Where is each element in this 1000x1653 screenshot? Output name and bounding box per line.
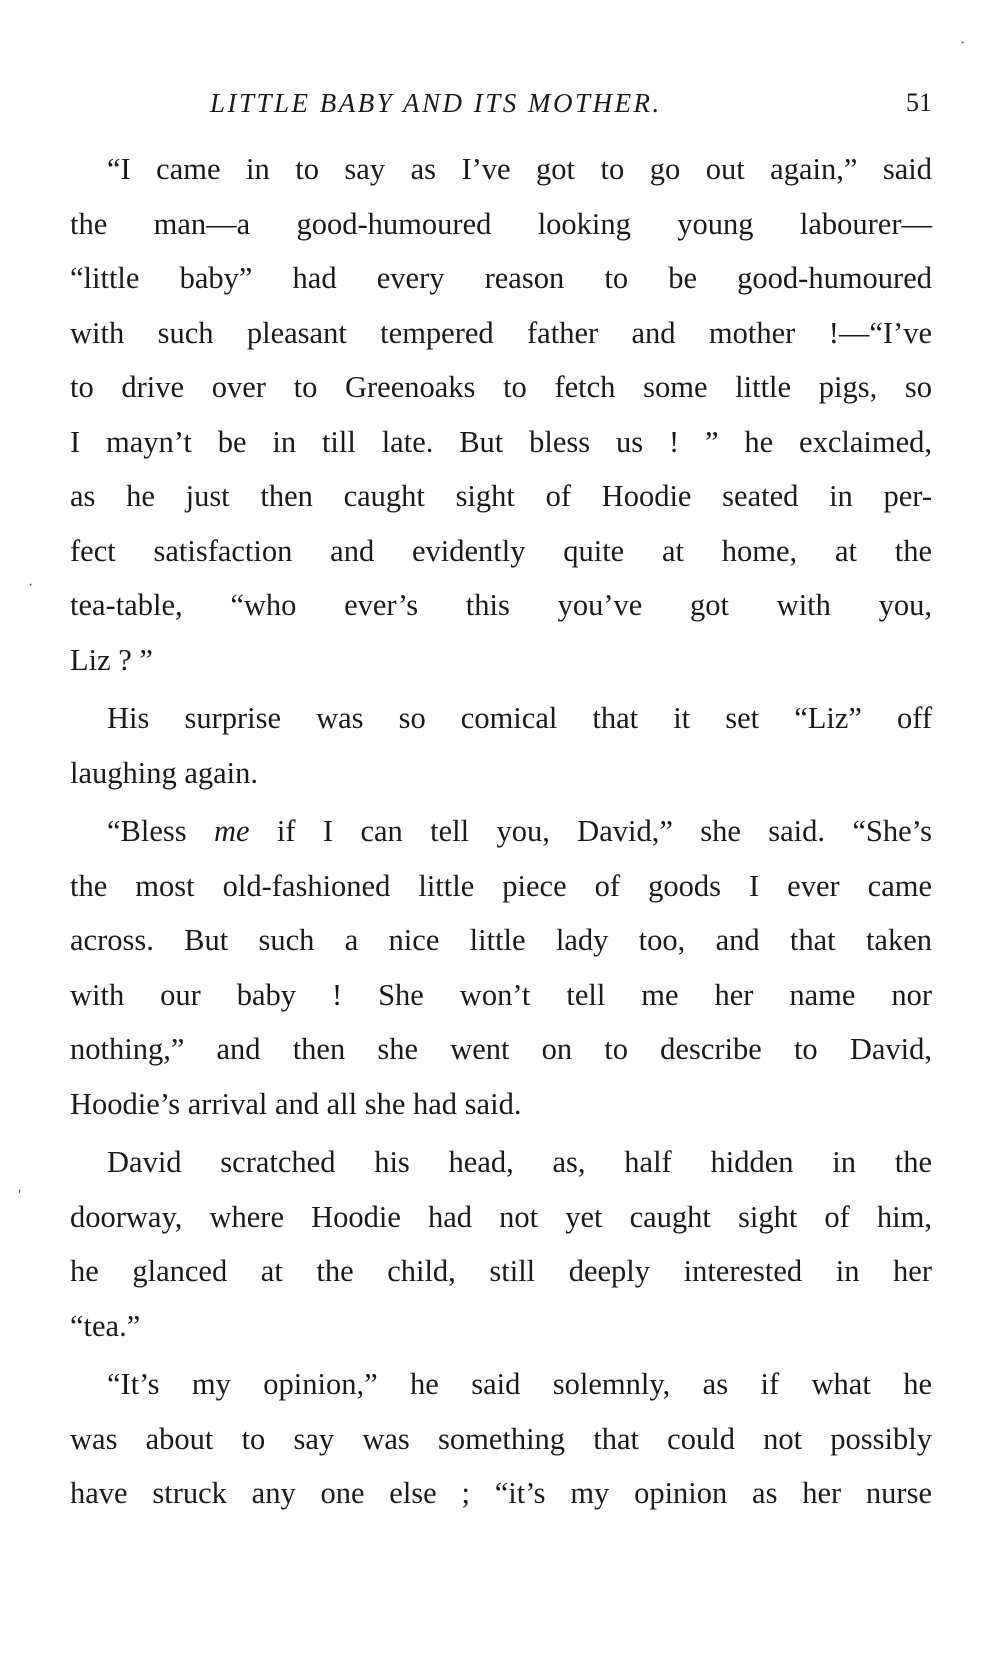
text-line: Liz ? ” bbox=[70, 642, 153, 677]
text-line: fect satisfaction and evidently quite at home, at the bbox=[70, 533, 932, 568]
scan-speck: ʹ bbox=[18, 1187, 22, 1204]
text-line: tea-table, “who ever’s this you’ve got with you, bbox=[70, 588, 932, 622]
text-line: doorway, where Hoodie had not yet caught sight of him, bbox=[70, 1199, 932, 1234]
text-line: David scratched his head, as, half hidden in the bbox=[107, 1145, 932, 1179]
body-text bbox=[70, 142, 932, 1521]
text-line: the most old-fashioned little piece of goods I ever came bbox=[70, 868, 932, 903]
text-line: have struck any one else ; “it’s my opinion as her nurse bbox=[70, 1476, 932, 1510]
text-segment: if I can tell you, David,” she said. “She’s bbox=[249, 814, 932, 848]
text-line: His surprise was so comical that it set “Liz” off bbox=[107, 701, 932, 735]
italic-word: me bbox=[214, 814, 250, 848]
text-line: to drive over to Greenoaks to fetch some little pigs, so bbox=[70, 370, 932, 404]
running-head bbox=[70, 88, 932, 128]
text-line: “I came in to say as I’ve got to go out again,” said bbox=[107, 152, 932, 186]
page-number: 51 bbox=[906, 88, 932, 117]
running-title: LITTLE BABY AND ITS MOTHER. bbox=[210, 88, 662, 118]
text-line: I mayn’t be in till late. But bless us ! ” he exclaimed, bbox=[70, 424, 932, 459]
text-line: with our baby ! She won’t tell me her name nor bbox=[70, 977, 932, 1012]
text-line: as he just then caught sight of Hoodie seated in per- bbox=[70, 479, 932, 513]
text-line: “tea.” bbox=[70, 1308, 141, 1343]
text-line: the man—a good-humoured looking young labourer— bbox=[70, 206, 932, 241]
paragraph-4 bbox=[70, 1135, 932, 1353]
paragraph-5 bbox=[70, 1357, 932, 1521]
text-line: nothing,” and then she went on to describe to David, bbox=[70, 1032, 932, 1066]
scan-speck: · bbox=[28, 577, 34, 594]
paragraph-3 bbox=[70, 804, 932, 1131]
text-line: was about to say was something that could not possibly bbox=[70, 1421, 932, 1456]
text-line: “It’s my opinion,” he said solemnly, as if what he bbox=[107, 1367, 932, 1401]
paragraph-1 bbox=[70, 142, 932, 687]
text-line: he glanced at the child, still deeply interested in her bbox=[70, 1254, 932, 1288]
text-line: with such pleasant tempered father and mother !—“I’ve bbox=[70, 315, 932, 350]
text-line: “little baby” had every reason to be good-humoured bbox=[70, 261, 932, 295]
text-line: laughing again. bbox=[70, 755, 259, 790]
paragraph-2 bbox=[70, 691, 932, 800]
text-line bbox=[70, 804, 932, 859]
text-line: across. But such a nice little lady too, and that taken bbox=[70, 923, 932, 957]
text-segment: “Bless bbox=[107, 814, 214, 848]
text-line: Hoodie’s arrival and all she had said. bbox=[70, 1086, 522, 1121]
scan-speck: · bbox=[960, 35, 966, 52]
